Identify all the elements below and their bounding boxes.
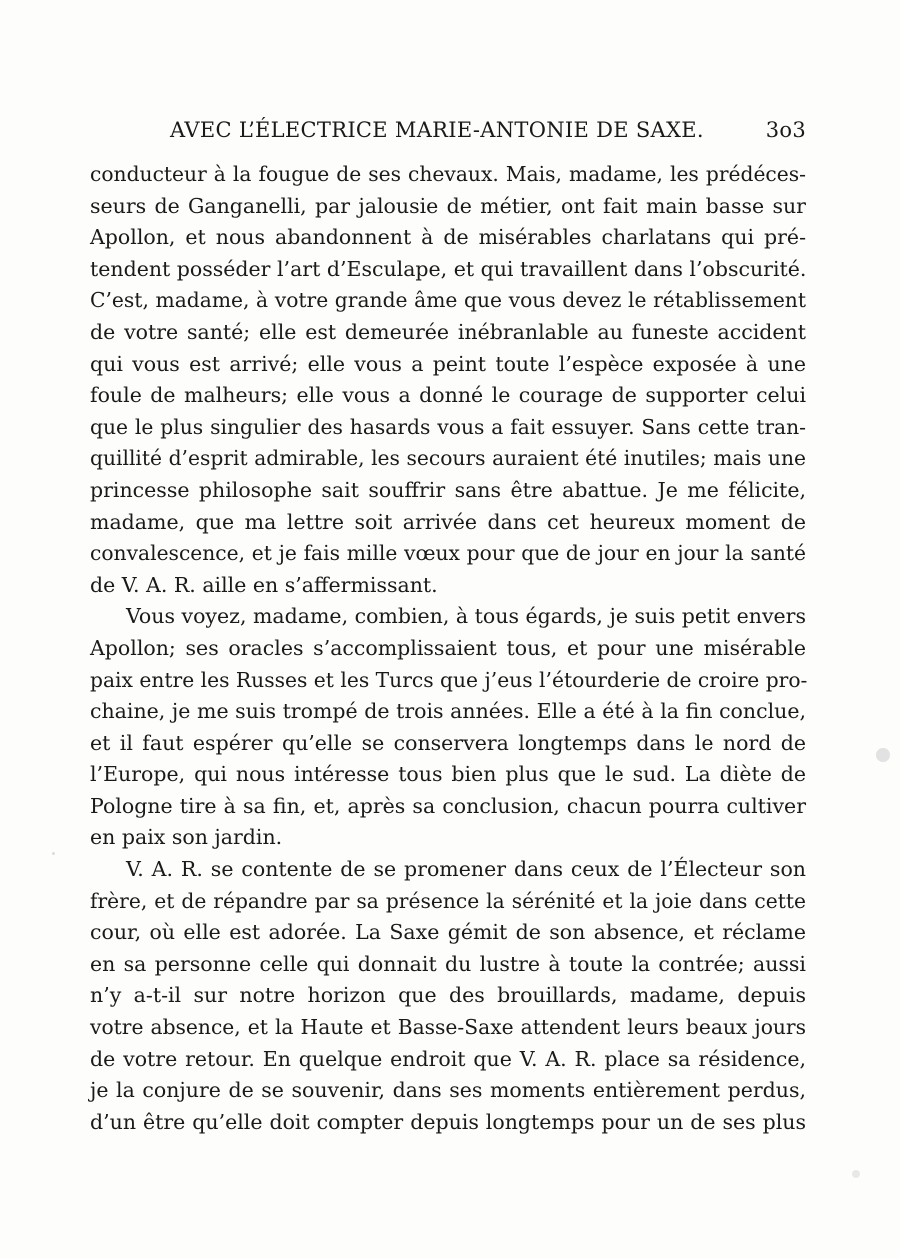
text-line: et il faut espérer qu’elle se conservera longtemps dans le nord de: [90, 730, 806, 755]
page-number: 3o3: [765, 118, 806, 142]
text-line: Apollon, et nous abandonnent à de misérables charlatans qui pré-: [90, 225, 806, 250]
text-line: chaine, je me suis trompé de trois années. Elle a été à la fin conclue,: [90, 699, 806, 724]
text-line: seurs de Ganganelli, par jalousie de métier, ont fait main basse sur: [90, 193, 806, 218]
paper-speck: [876, 748, 890, 762]
text-line: d’un être qu’elle doit compter depuis longtemps pour un de ses plus: [90, 1109, 806, 1134]
text-line: convalescence, et je fais mille vœux pour que de jour en jour la santé: [90, 541, 806, 566]
text-line: en sa personne celle qui donnait du lustre à toute la contrée; aussi: [90, 951, 806, 976]
text-line: C’est, madame, à votre grande âme que vous devez le rétablissement: [90, 288, 806, 313]
text-line: votre absence, et la Haute et Basse-Saxe attendent leurs beaux jours: [90, 1015, 806, 1040]
text-line: en paix son jardin.: [90, 825, 283, 850]
body-text: [90, 159, 806, 1138]
paper-speck: [852, 1170, 860, 1178]
text-line: l’Europe, qui nous intéresse tous bien plus que le sud. La diète de: [90, 762, 806, 787]
text-line: qui vous est arrivé; elle vous a peint toute l’espèce exposée à une: [90, 351, 806, 376]
text-line: madame, que ma lettre soit arrivée dans cet heureux moment de: [90, 509, 806, 534]
paper-speck: [52, 852, 55, 855]
running-title: AVEC L’ÉLECTRICE MARIE-ANTONIE DE SAXE.: [170, 118, 704, 142]
paragraph: [90, 854, 806, 1138]
text-line: conducteur à la fougue de ses chevaux. Mais, madame, les prédéces-: [90, 162, 806, 186]
text-line: je la conjure de se souvenir, dans ses moments entièrement perdus,: [90, 1078, 806, 1103]
text-line: frère, et de répandre par sa présence la sérénité et la joie dans cette: [90, 888, 806, 913]
running-header: [90, 118, 806, 148]
text-line: de votre santé; elle est demeurée inébranlable au funeste accident: [90, 319, 806, 344]
text-line: quillité d’esprit admirable, les secours auraient été inutiles; mais une: [90, 446, 806, 471]
text-line: Vous voyez, madame, combien, à tous égards, je suis petit envers: [126, 604, 806, 629]
text-line: Pologne tire à sa fin, et, après sa conclusion, chacun pourra cultiver: [90, 793, 806, 818]
text-line: n’y a-t-il sur notre horizon que des brouillards, madame, depuis: [90, 983, 806, 1008]
text-line: de votre retour. En quelque endroit que V. A. R. place sa résidence,: [90, 1046, 806, 1071]
text-line: princesse philosophe sait souffrir sans être abattue. Je me félicite,: [90, 477, 806, 502]
text-line: V. A. R. se contente de se promener dans ceux de l’Électeur son: [126, 857, 806, 882]
paragraph: [90, 601, 806, 854]
text-line: cour, où elle est adorée. La Saxe gémit de son absence, et réclame: [90, 920, 806, 945]
paragraph: [90, 159, 806, 601]
text-line: Apollon; ses oracles s’accomplissaient tous, et pour une misérable: [90, 635, 806, 660]
text-line: tendent posséder l’art d’Esculape, et qui travaillent dans l’obscurité.: [90, 256, 807, 281]
text-line: foule de malheurs; elle vous a donné le courage de supporter celui: [90, 383, 806, 408]
text-line: que le plus singulier des hasards vous a fait essuyer. Sans cette tran-: [90, 414, 806, 439]
text-line: de V. A. R. aille en s’affermissant.: [90, 572, 438, 597]
text-line: paix entre les Russes et les Turcs que j’eus l’étourderie de croire pro-: [90, 667, 808, 692]
